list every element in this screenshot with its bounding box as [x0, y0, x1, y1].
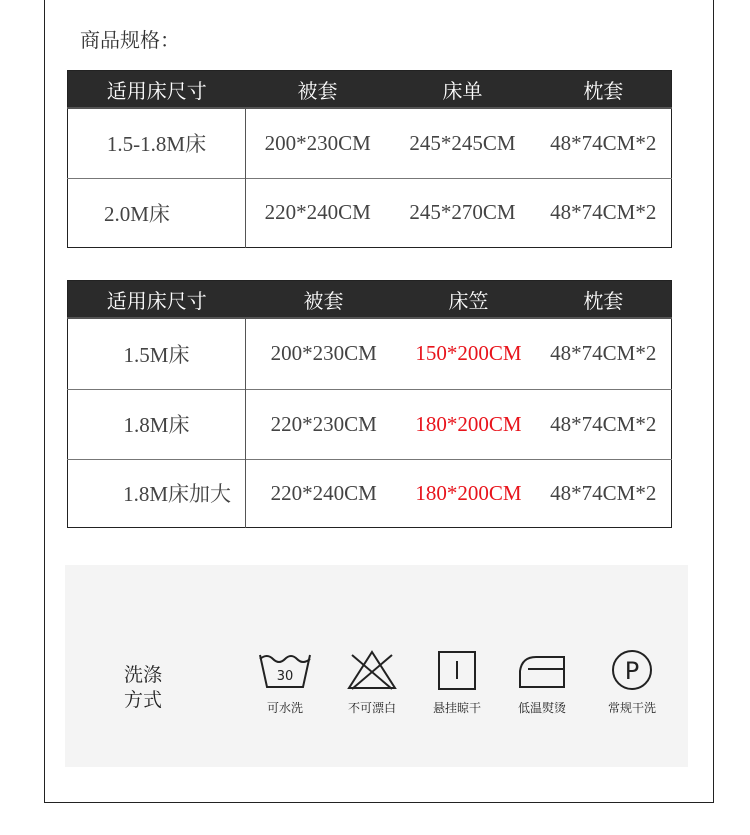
cell-duvet-cover: 220*240CM	[246, 178, 390, 247]
care-item-dry-clean	[592, 649, 672, 716]
spec-table-sheet	[67, 70, 672, 248]
header-duvet-cover: 被套	[246, 71, 390, 109]
care-item-hang-dry	[417, 649, 497, 716]
dry-clean-p-icon	[604, 649, 660, 691]
header-duvet-cover: 被套	[246, 281, 402, 319]
iron-low-icon	[514, 649, 570, 691]
cell-duvet-cover: 200*230CM	[246, 108, 390, 178]
care-caption: 悬挂晾干	[432, 701, 481, 715]
frame-bottom-border	[44, 802, 714, 803]
care-caption: 不可漂白	[347, 701, 396, 715]
cell-pillowcase: 48*74CM*2	[536, 459, 672, 527]
cell-pillowcase: 48*74CM*2	[536, 178, 672, 247]
hang-dry-icon	[429, 649, 485, 691]
care-caption: 低温熨烫	[517, 701, 566, 715]
no-bleach-icon	[344, 649, 400, 691]
cell-bed-size: 1.5M床	[68, 318, 246, 389]
cell-fitted-sheet: 180*200CM	[402, 389, 536, 459]
cell-bed-size: 1.8M床	[68, 389, 246, 459]
cell-fitted-sheet: 150*200CM	[402, 318, 536, 389]
cell-pillowcase: 48*74CM*2	[536, 389, 672, 459]
wash-temperature: 30	[276, 669, 294, 684]
care-label-line2: 方式	[124, 689, 163, 711]
table-row	[68, 459, 672, 527]
header-bed-size: 适用床尺寸	[68, 71, 246, 109]
spec-title: 商品规格：	[80, 28, 180, 52]
table-header-row	[68, 71, 672, 109]
care-caption: 可水洗	[266, 701, 303, 715]
cell-duvet-cover: 200*230CM	[246, 318, 402, 389]
cell-bed-size: 1.5-1.8M床	[68, 108, 246, 178]
cell-pillowcase: 48*74CM*2	[536, 318, 672, 389]
cell-fitted-sheet: 180*200CM	[402, 459, 536, 527]
care-item-iron	[502, 649, 582, 716]
header-fitted-sheet: 床笠	[402, 281, 536, 319]
table-row	[68, 389, 672, 459]
spec-table-fitted	[67, 280, 672, 528]
cell-bed-size: 2.0M床	[68, 178, 246, 247]
header-bed-size: 适用床尺寸	[68, 281, 246, 319]
header-pillowcase: 枕套	[536, 71, 672, 109]
table-row	[68, 318, 672, 389]
header-pillowcase: 枕套	[536, 281, 672, 319]
header-sheet: 床单	[390, 71, 536, 109]
care-item-wash	[245, 649, 325, 716]
table-header-row	[68, 281, 672, 319]
care-instructions-panel	[65, 565, 688, 767]
care-label	[124, 663, 162, 713]
care-label-line1: 洗涤	[124, 664, 163, 686]
care-caption: 常规干洗	[607, 701, 656, 715]
cell-duvet-cover: 220*240CM	[246, 459, 402, 527]
wash-tub-icon	[257, 649, 313, 691]
dry-clean-letter: P	[624, 657, 640, 685]
care-item-no-bleach	[332, 649, 412, 716]
cell-bed-size: 1.8M床加大	[68, 459, 246, 527]
cell-duvet-cover: 220*230CM	[246, 389, 402, 459]
cell-sheet: 245*270CM	[390, 178, 536, 247]
table-row	[68, 178, 672, 247]
cell-pillowcase: 48*74CM*2	[536, 108, 672, 178]
cell-sheet: 245*245CM	[390, 108, 536, 178]
frame-left-border	[44, 0, 45, 802]
frame-right-border	[713, 0, 714, 802]
table-row	[68, 108, 672, 178]
